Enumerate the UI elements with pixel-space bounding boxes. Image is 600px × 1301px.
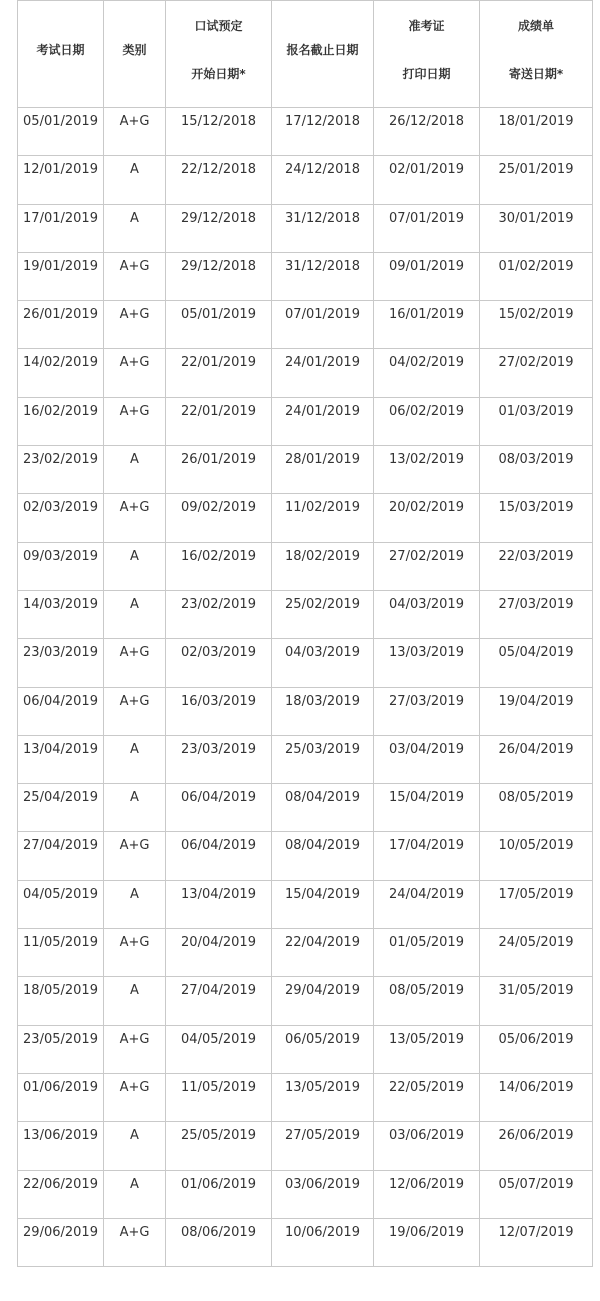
cell-score-report-date: 01/02/2019 <box>480 252 593 300</box>
cell-category: A <box>104 542 166 590</box>
cell-exam-date: 09/03/2019 <box>18 542 104 590</box>
cell-category: A+G <box>104 252 166 300</box>
header-speaking-start-line1: 口试预定 <box>194 19 243 33</box>
cell-admission-ticket-date: 19/06/2019 <box>374 1218 480 1266</box>
cell-admission-ticket-date: 16/01/2019 <box>374 301 480 349</box>
cell-registration-deadline: 04/03/2019 <box>272 639 374 687</box>
table-row <box>18 880 593 928</box>
cell-admission-ticket-date: 07/01/2019 <box>374 204 480 252</box>
cell-speaking-start-date: 25/05/2019 <box>166 1122 272 1170</box>
table-row <box>18 832 593 880</box>
cell-category: A <box>104 880 166 928</box>
cell-category: A <box>104 446 166 494</box>
cell-score-report-date: 31/05/2019 <box>480 977 593 1025</box>
cell-exam-date: 23/03/2019 <box>18 639 104 687</box>
cell-speaking-start-date: 13/04/2019 <box>166 880 272 928</box>
cell-admission-ticket-date: 13/03/2019 <box>374 639 480 687</box>
cell-score-report-date: 17/05/2019 <box>480 880 593 928</box>
cell-registration-deadline: 11/02/2019 <box>272 494 374 542</box>
cell-registration-deadline: 17/12/2018 <box>272 108 374 156</box>
cell-score-report-date: 26/04/2019 <box>480 735 593 783</box>
table-row <box>18 590 593 638</box>
table-header <box>18 1 593 108</box>
table-row <box>18 1025 593 1073</box>
cell-speaking-start-date: 20/04/2019 <box>166 929 272 977</box>
cell-category: A <box>104 204 166 252</box>
cell-score-report-date: 12/07/2019 <box>480 1218 593 1266</box>
cell-exam-date: 22/06/2019 <box>18 1170 104 1218</box>
cell-category: A <box>104 735 166 783</box>
table-row <box>18 687 593 735</box>
table-row <box>18 252 593 300</box>
cell-admission-ticket-date: 09/01/2019 <box>374 252 480 300</box>
cell-speaking-start-date: 26/01/2019 <box>166 446 272 494</box>
cell-score-report-date: 05/07/2019 <box>480 1170 593 1218</box>
cell-score-report-date: 10/05/2019 <box>480 832 593 880</box>
cell-admission-ticket-date: 27/03/2019 <box>374 687 480 735</box>
table-row <box>18 108 593 156</box>
header-speaking-start-line2: 开始日期* <box>191 67 246 81</box>
table-row <box>18 784 593 832</box>
cell-score-report-date: 05/04/2019 <box>480 639 593 687</box>
cell-exam-date: 06/04/2019 <box>18 687 104 735</box>
cell-exam-date: 17/01/2019 <box>18 204 104 252</box>
cell-admission-ticket-date: 01/05/2019 <box>374 929 480 977</box>
cell-exam-date: 13/06/2019 <box>18 1122 104 1170</box>
cell-exam-date: 01/06/2019 <box>18 1073 104 1121</box>
cell-score-report-date: 08/03/2019 <box>480 446 593 494</box>
cell-admission-ticket-date: 20/02/2019 <box>374 494 480 542</box>
cell-exam-date: 02/03/2019 <box>18 494 104 542</box>
table-row <box>18 494 593 542</box>
cell-admission-ticket-date: 24/04/2019 <box>374 880 480 928</box>
cell-category: A+G <box>104 494 166 542</box>
cell-admission-ticket-date: 13/05/2019 <box>374 1025 480 1073</box>
cell-registration-deadline: 07/01/2019 <box>272 301 374 349</box>
cell-speaking-start-date: 08/06/2019 <box>166 1218 272 1266</box>
cell-speaking-start-date: 15/12/2018 <box>166 108 272 156</box>
table-row <box>18 639 593 687</box>
cell-exam-date: 23/02/2019 <box>18 446 104 494</box>
cell-admission-ticket-date: 15/04/2019 <box>374 784 480 832</box>
cell-score-report-date: 27/03/2019 <box>480 590 593 638</box>
cell-speaking-start-date: 09/02/2019 <box>166 494 272 542</box>
cell-registration-deadline: 22/04/2019 <box>272 929 374 977</box>
cell-score-report-date: 15/03/2019 <box>480 494 593 542</box>
cell-speaking-start-date: 22/01/2019 <box>166 349 272 397</box>
cell-registration-deadline: 15/04/2019 <box>272 880 374 928</box>
cell-exam-date: 14/03/2019 <box>18 590 104 638</box>
cell-exam-date: 29/06/2019 <box>18 1218 104 1266</box>
cell-registration-deadline: 31/12/2018 <box>272 252 374 300</box>
cell-speaking-start-date: 01/06/2019 <box>166 1170 272 1218</box>
cell-registration-deadline: 06/05/2019 <box>272 1025 374 1073</box>
table-body <box>18 108 593 1267</box>
cell-speaking-start-date: 06/04/2019 <box>166 784 272 832</box>
cell-registration-deadline: 03/06/2019 <box>272 1170 374 1218</box>
cell-exam-date: 16/02/2019 <box>18 397 104 445</box>
cell-category: A+G <box>104 1218 166 1266</box>
cell-exam-date: 25/04/2019 <box>18 784 104 832</box>
cell-score-report-date: 14/06/2019 <box>480 1073 593 1121</box>
cell-admission-ticket-date: 08/05/2019 <box>374 977 480 1025</box>
cell-speaking-start-date: 29/12/2018 <box>166 204 272 252</box>
table-row <box>18 301 593 349</box>
cell-admission-ticket-date: 12/06/2019 <box>374 1170 480 1218</box>
cell-score-report-date: 24/05/2019 <box>480 929 593 977</box>
cell-speaking-start-date: 22/12/2018 <box>166 156 272 204</box>
cell-score-report-date: 30/01/2019 <box>480 204 593 252</box>
cell-category: A+G <box>104 349 166 397</box>
cell-category: A+G <box>104 639 166 687</box>
cell-score-report-date: 05/06/2019 <box>480 1025 593 1073</box>
cell-speaking-start-date: 05/01/2019 <box>166 301 272 349</box>
table-row <box>18 204 593 252</box>
cell-speaking-start-date: 06/04/2019 <box>166 832 272 880</box>
cell-registration-deadline: 08/04/2019 <box>272 832 374 880</box>
cell-exam-date: 14/02/2019 <box>18 349 104 397</box>
cell-category: A+G <box>104 397 166 445</box>
header-speaking-start <box>166 1 272 108</box>
cell-speaking-start-date: 02/03/2019 <box>166 639 272 687</box>
cell-registration-deadline: 31/12/2018 <box>272 204 374 252</box>
cell-registration-deadline: 18/02/2019 <box>272 542 374 590</box>
cell-speaking-start-date: 11/05/2019 <box>166 1073 272 1121</box>
cell-score-report-date: 26/06/2019 <box>480 1122 593 1170</box>
table-row <box>18 349 593 397</box>
cell-admission-ticket-date: 02/01/2019 <box>374 156 480 204</box>
cell-exam-date: 12/01/2019 <box>18 156 104 204</box>
cell-score-report-date: 25/01/2019 <box>480 156 593 204</box>
cell-category: A+G <box>104 687 166 735</box>
cell-speaking-start-date: 23/02/2019 <box>166 590 272 638</box>
header-category <box>104 1 166 108</box>
header-score-report-line1: 成绩单 <box>517 19 554 33</box>
table-row <box>18 542 593 590</box>
cell-registration-deadline: 13/05/2019 <box>272 1073 374 1121</box>
cell-score-report-date: 22/03/2019 <box>480 542 593 590</box>
cell-exam-date: 05/01/2019 <box>18 108 104 156</box>
cell-admission-ticket-date: 06/02/2019 <box>374 397 480 445</box>
cell-speaking-start-date: 04/05/2019 <box>166 1025 272 1073</box>
cell-speaking-start-date: 29/12/2018 <box>166 252 272 300</box>
cell-category: A <box>104 1170 166 1218</box>
header-score-report <box>480 1 593 108</box>
cell-admission-ticket-date: 04/03/2019 <box>374 590 480 638</box>
header-score-report-line2: 寄送日期* <box>508 67 564 81</box>
cell-exam-date: 04/05/2019 <box>18 880 104 928</box>
header-exam-date-label: 考试日期 <box>36 43 85 57</box>
cell-admission-ticket-date: 03/04/2019 <box>374 735 480 783</box>
cell-exam-date: 26/01/2019 <box>18 301 104 349</box>
cell-admission-ticket-date: 04/02/2019 <box>374 349 480 397</box>
cell-category: A+G <box>104 1025 166 1073</box>
cell-registration-deadline: 10/06/2019 <box>272 1218 374 1266</box>
table-row <box>18 977 593 1025</box>
cell-admission-ticket-date: 03/06/2019 <box>374 1122 480 1170</box>
cell-exam-date: 18/05/2019 <box>18 977 104 1025</box>
cell-score-report-date: 27/02/2019 <box>480 349 593 397</box>
cell-speaking-start-date: 16/03/2019 <box>166 687 272 735</box>
header-admission-ticket-line2: 打印日期 <box>402 67 451 81</box>
cell-score-report-date: 18/01/2019 <box>480 108 593 156</box>
cell-category: A <box>104 784 166 832</box>
cell-registration-deadline: 27/05/2019 <box>272 1122 374 1170</box>
cell-registration-deadline: 25/02/2019 <box>272 590 374 638</box>
cell-score-report-date: 19/04/2019 <box>480 687 593 735</box>
header-registration-deadline-label: 报名截止日期 <box>286 43 359 57</box>
cell-category: A <box>104 977 166 1025</box>
cell-admission-ticket-date: 13/02/2019 <box>374 446 480 494</box>
cell-exam-date: 19/01/2019 <box>18 252 104 300</box>
table-row <box>18 1122 593 1170</box>
cell-category: A+G <box>104 929 166 977</box>
cell-registration-deadline: 24/01/2019 <box>272 397 374 445</box>
cell-category: A+G <box>104 301 166 349</box>
exam-schedule-table <box>17 0 593 1267</box>
table-row <box>18 397 593 445</box>
cell-registration-deadline: 24/01/2019 <box>272 349 374 397</box>
header-exam-date <box>18 1 104 108</box>
cell-category: A+G <box>104 108 166 156</box>
cell-registration-deadline: 28/01/2019 <box>272 446 374 494</box>
cell-exam-date: 23/05/2019 <box>18 1025 104 1073</box>
header-admission-ticket-line1: 准考证 <box>408 19 445 33</box>
cell-admission-ticket-date: 27/02/2019 <box>374 542 480 590</box>
cell-admission-ticket-date: 26/12/2018 <box>374 108 480 156</box>
cell-exam-date: 27/04/2019 <box>18 832 104 880</box>
cell-category: A+G <box>104 832 166 880</box>
table-row <box>18 1170 593 1218</box>
cell-speaking-start-date: 23/03/2019 <box>166 735 272 783</box>
table-row <box>18 735 593 783</box>
cell-category: A+G <box>104 1073 166 1121</box>
cell-speaking-start-date: 22/01/2019 <box>166 397 272 445</box>
cell-score-report-date: 15/02/2019 <box>480 301 593 349</box>
cell-score-report-date: 08/05/2019 <box>480 784 593 832</box>
cell-registration-deadline: 18/03/2019 <box>272 687 374 735</box>
table-row <box>18 156 593 204</box>
header-admission-ticket <box>374 1 480 108</box>
cell-registration-deadline: 25/03/2019 <box>272 735 374 783</box>
cell-exam-date: 13/04/2019 <box>18 735 104 783</box>
cell-score-report-date: 01/03/2019 <box>480 397 593 445</box>
cell-registration-deadline: 29/04/2019 <box>272 977 374 1025</box>
cell-category: A <box>104 156 166 204</box>
table-row <box>18 446 593 494</box>
cell-admission-ticket-date: 17/04/2019 <box>374 832 480 880</box>
cell-admission-ticket-date: 22/05/2019 <box>374 1073 480 1121</box>
cell-category: A <box>104 590 166 638</box>
cell-category: A <box>104 1122 166 1170</box>
cell-registration-deadline: 08/04/2019 <box>272 784 374 832</box>
cell-speaking-start-date: 16/02/2019 <box>166 542 272 590</box>
header-row <box>18 1 593 108</box>
table-row <box>18 1218 593 1266</box>
cell-exam-date: 11/05/2019 <box>18 929 104 977</box>
cell-speaking-start-date: 27/04/2019 <box>166 977 272 1025</box>
header-registration-deadline <box>272 1 374 108</box>
header-category-label: 类别 <box>122 43 147 57</box>
table-row <box>18 1073 593 1121</box>
cell-registration-deadline: 24/12/2018 <box>272 156 374 204</box>
table-row <box>18 929 593 977</box>
